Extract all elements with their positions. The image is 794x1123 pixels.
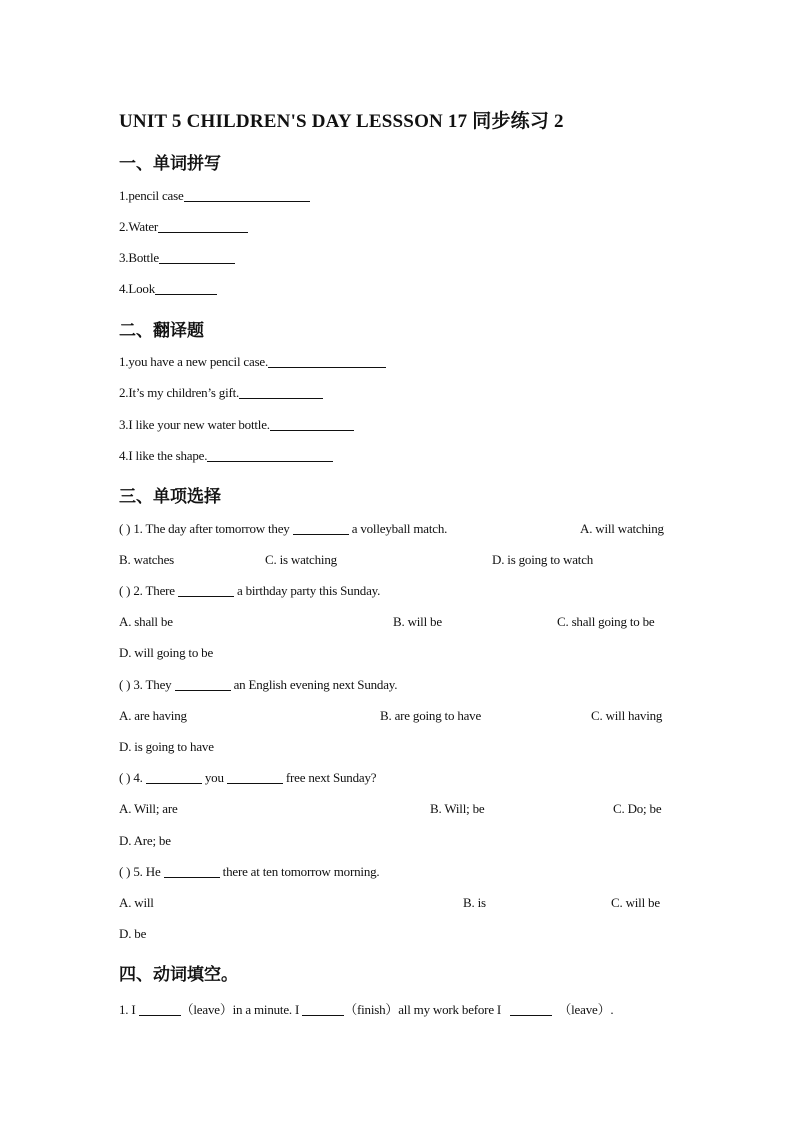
option-a[interactable]: A. will watching — [580, 521, 664, 536]
section-heading-translation: 二、翻译题 — [119, 321, 204, 341]
verb-fill-text: 1. I — [119, 1002, 136, 1017]
question-prefix: ( ) 5. He — [119, 864, 161, 879]
option-c[interactable]: C. Do; be — [613, 801, 662, 816]
option-c[interactable]: C. will be — [611, 895, 660, 910]
option-b[interactable]: B. Will; be — [430, 801, 485, 816]
option-b[interactable]: B. are going to have — [380, 708, 482, 723]
option-b[interactable]: B. is — [463, 895, 486, 910]
question-suffix: free next Sunday? — [285, 770, 377, 785]
spelling-item — [119, 188, 310, 204]
question-2 — [119, 583, 380, 599]
option-b[interactable]: B. will be — [393, 614, 442, 629]
question-3 — [119, 677, 397, 693]
option-a[interactable]: A. will — [119, 895, 154, 910]
answer-blank[interactable] — [164, 865, 220, 878]
option-a[interactable]: A. shall be — [119, 614, 173, 629]
spelling-item — [119, 281, 217, 297]
answer-blank[interactable] — [227, 771, 283, 784]
option-c[interactable]: C. is watching — [265, 552, 337, 567]
answer-blank[interactable] — [146, 771, 202, 784]
translation-item-text: 2.It’s my children’s gift. — [119, 385, 240, 400]
question-prefix: ( ) 1. The day after tomorrow they — [119, 521, 290, 536]
question-5 — [119, 864, 379, 880]
answer-blank[interactable] — [239, 386, 323, 399]
translation-item-text: 4.I like the shape. — [119, 448, 208, 463]
section-heading-spelling: 一、单词拼写 — [119, 154, 221, 174]
question-suffix: a volleyball match. — [351, 521, 448, 536]
verb-fill-item — [119, 999, 613, 1018]
answer-blank[interactable] — [207, 449, 333, 462]
answer-blank[interactable] — [270, 418, 354, 431]
answer-blank[interactable] — [178, 584, 234, 597]
verb-fill-text: （leave）. — [558, 1002, 614, 1017]
verb-fill-text: （finish）all my work before I — [344, 1002, 502, 1017]
answer-blank[interactable] — [184, 189, 310, 202]
spelling-item — [119, 250, 235, 266]
question-suffix: there at ten tomorrow morning. — [222, 864, 380, 879]
option-d[interactable]: D. is going to have — [119, 739, 214, 754]
option-a[interactable]: A. Will; are — [119, 801, 178, 816]
answer-blank[interactable] — [302, 1003, 344, 1016]
option-d[interactable]: D. will going to be — [119, 645, 214, 660]
option-a[interactable]: A. are having — [119, 708, 187, 723]
translation-item — [119, 417, 354, 433]
question-suffix: a birthday party this Sunday. — [236, 583, 381, 598]
translation-item-text: 1.you have a new pencil case. — [119, 354, 269, 369]
answer-blank[interactable] — [510, 1003, 552, 1016]
option-d[interactable]: D. be — [119, 926, 147, 941]
verb-fill-text: （leave）in a minute. I — [180, 1002, 300, 1017]
translation-item — [119, 354, 386, 370]
spelling-item-text: 4.Look — [119, 281, 155, 296]
question-1 — [119, 521, 447, 537]
answer-blank[interactable] — [159, 251, 235, 264]
translation-item — [119, 385, 323, 401]
section-heading-multiple-choice: 三、单项选择 — [119, 487, 221, 507]
spelling-item — [119, 219, 248, 235]
option-c[interactable]: C. shall going to be — [557, 614, 655, 629]
question-suffix: an English evening next Sunday. — [233, 677, 398, 692]
translation-item-text: 3.I like your new water bottle. — [119, 417, 270, 432]
question-prefix: ( ) 4. — [119, 770, 143, 785]
option-d[interactable]: D. Are; be — [119, 833, 171, 848]
option-c[interactable]: C. will having — [591, 708, 663, 723]
spelling-item-text: 1.pencil case — [119, 188, 184, 203]
question-4 — [119, 770, 376, 786]
question-mid: you — [204, 770, 224, 785]
spelling-item-text: 2.Water — [119, 219, 159, 234]
spelling-item-text: 3.Bottle — [119, 250, 159, 265]
answer-blank[interactable] — [155, 282, 217, 295]
option-d[interactable]: D. is going to watch — [492, 552, 594, 567]
answer-blank[interactable] — [158, 220, 248, 233]
answer-blank[interactable] — [293, 522, 349, 535]
answer-blank[interactable] — [268, 355, 386, 368]
question-prefix: ( ) 2. There — [119, 583, 175, 598]
answer-blank[interactable] — [175, 678, 231, 691]
answer-blank[interactable] — [139, 1003, 181, 1016]
section-heading-verb-fill: 四、动词填空。 — [119, 965, 238, 985]
option-b[interactable]: B. watches — [119, 552, 175, 567]
page-title: UNIT 5 CHILDREN'S DAY LESSSON 17 同步练习 2 — [119, 111, 564, 132]
translation-item — [119, 448, 333, 464]
question-prefix: ( ) 3. They — [119, 677, 172, 692]
